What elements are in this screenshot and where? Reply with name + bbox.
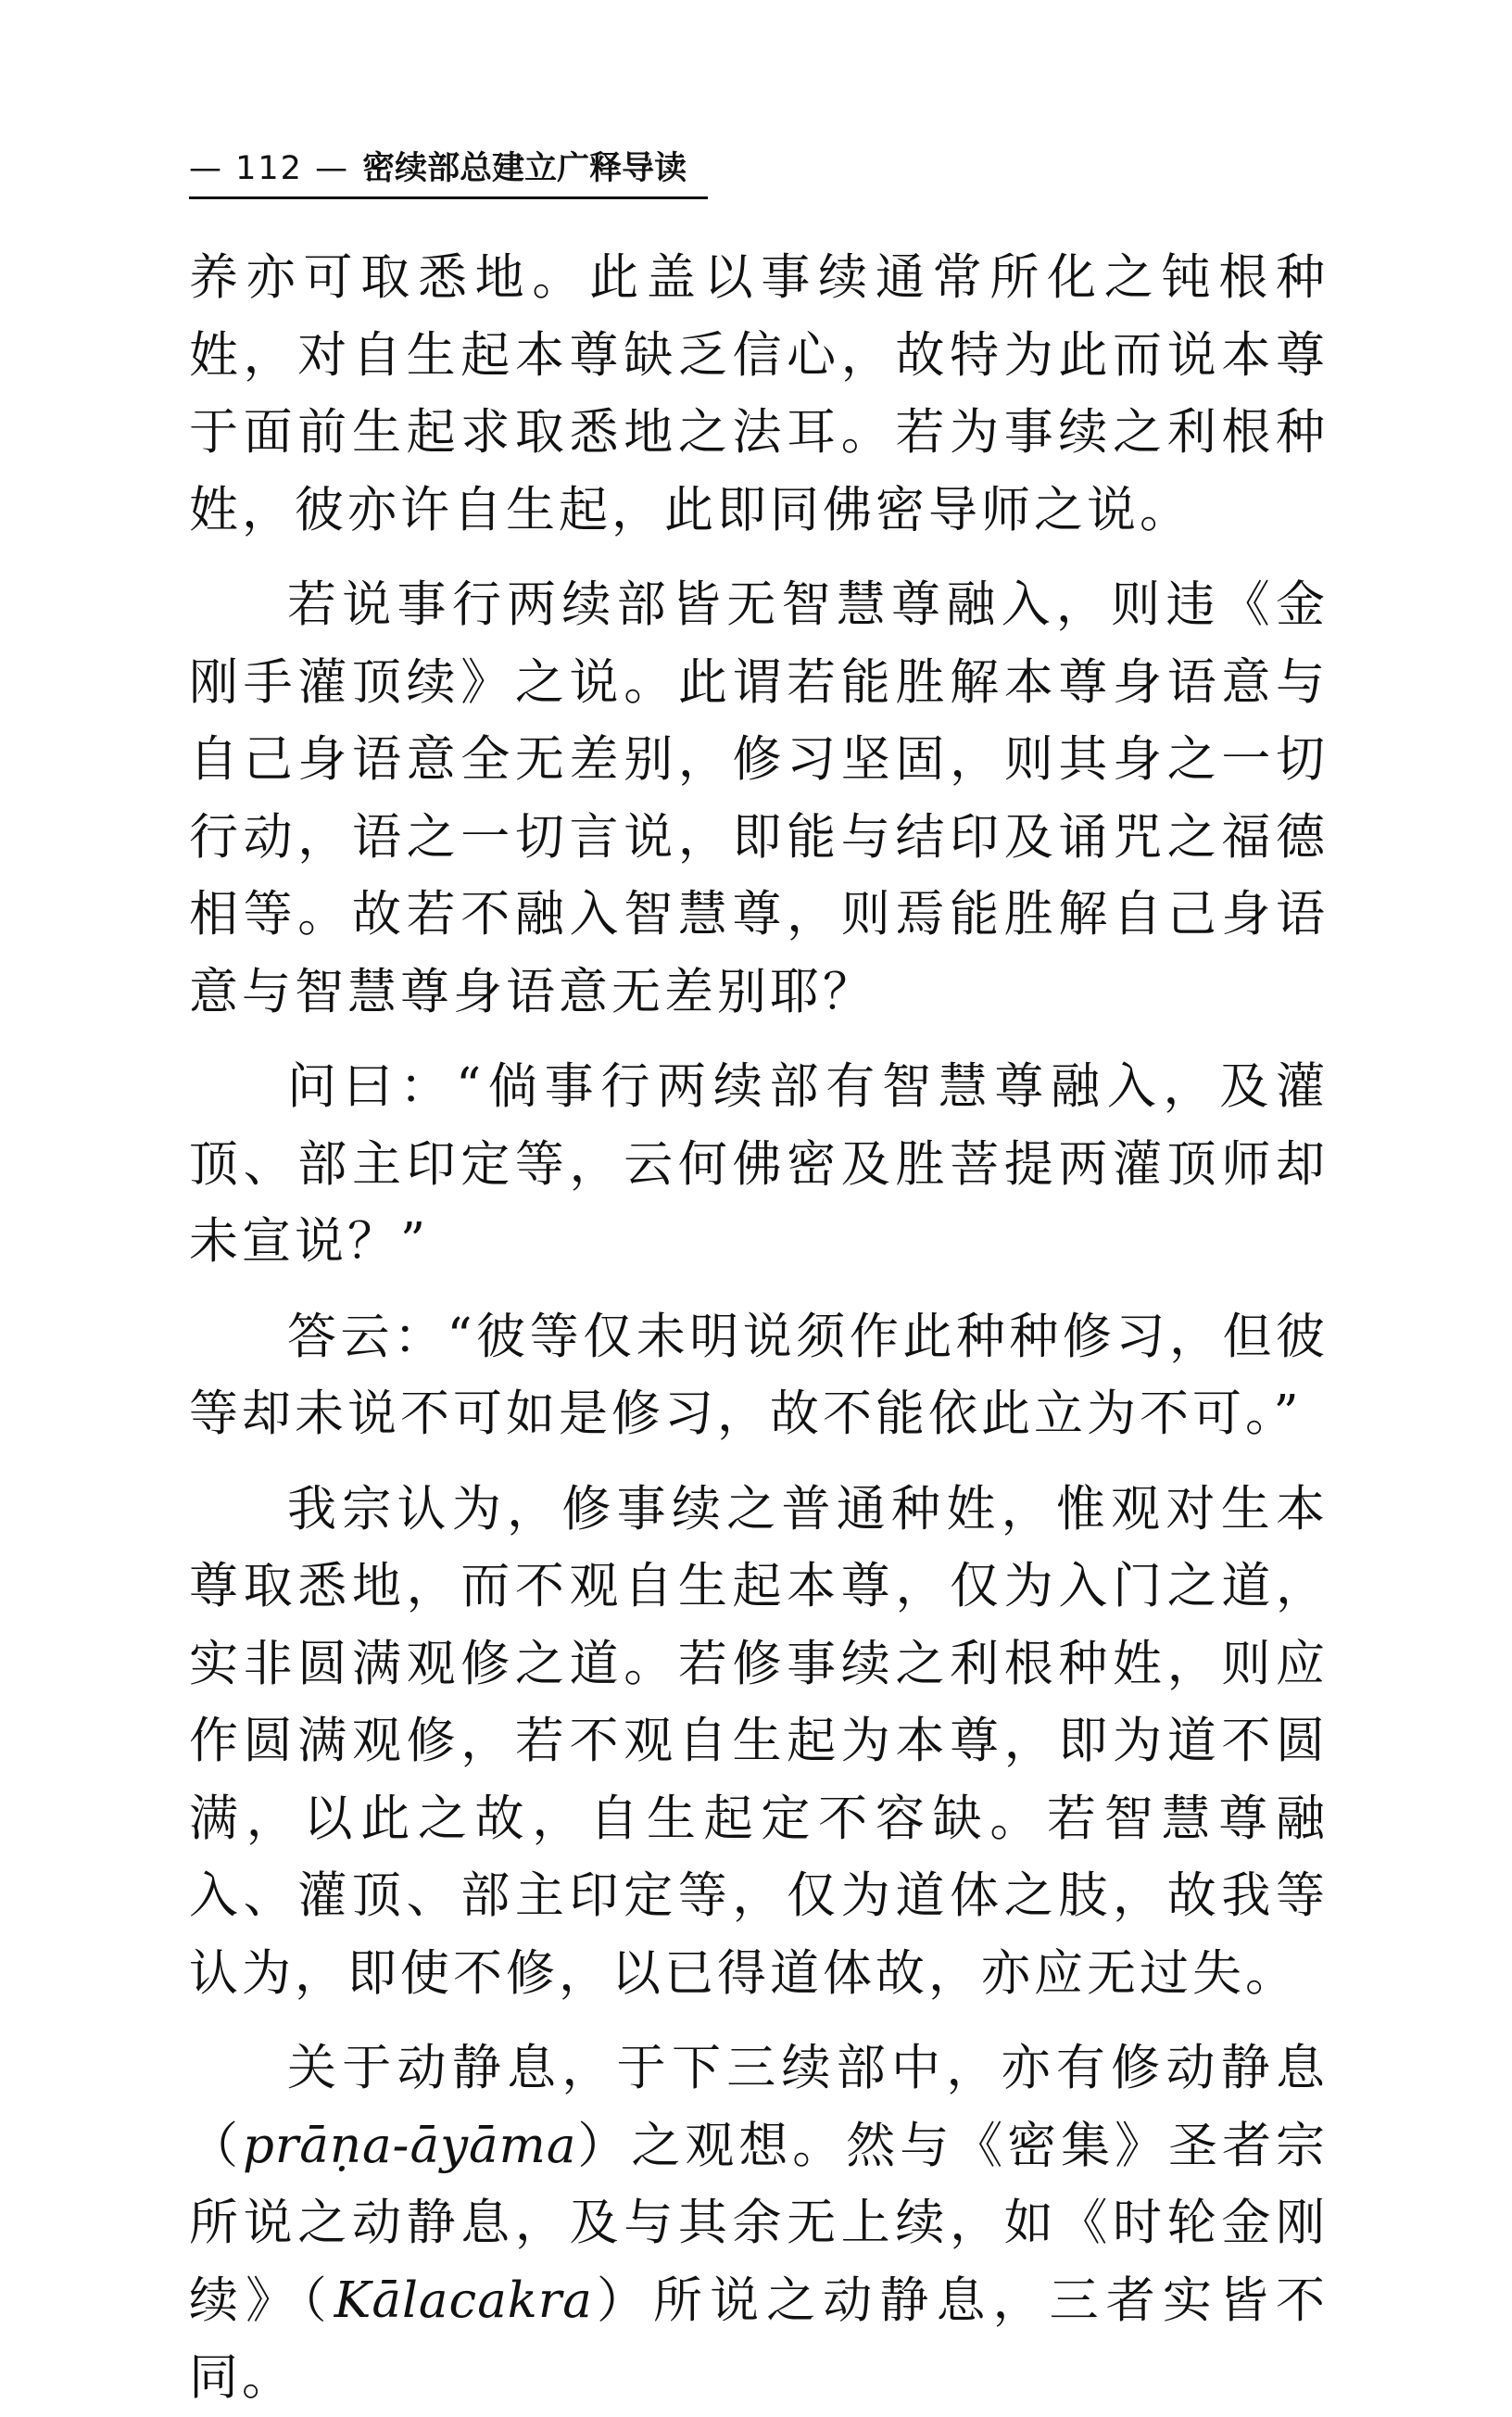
paragraph-part-1: 关于动静息，于下三续部中，亦有修动静息（ <box>189 2040 1329 2174</box>
sanskrit-term-prana-ayama: prāṇa-āyāma <box>242 2117 577 2174</box>
paragraph-part-3: ）所说之动静息，三者实皆不同。 <box>189 2271 1329 2406</box>
running-header <box>189 145 708 199</box>
paragraph-wisdom-being: 若说事行两续部皆无智慧尊融入，则违《金刚手灌顶续》之说。此谓若能胜解本尊身语意与自己身语意全无差别，修习坚固，则其身之一切行动，语之一切言说，即能与结印及诵咒之福德相等。故若不融入智慧尊，则焉能胜解自己身语意与智慧尊身语意无差别耶？ <box>189 576 1329 1020</box>
sanskrit-term-kalacakra: Kālacakra <box>334 2271 593 2329</box>
header-dash-left: — <box>189 150 223 187</box>
paragraph-continued: 养亦可取悉地。此盖以事续通常所化之钝根种姓，对自生起本尊缺乏信心，故特为此而说本尊于面前生起求取悉地之法耳。若为事续之利根种姓，彼亦许自生起，此即同佛密导师之说。 <box>189 249 1329 538</box>
paragraph-part-2: ）之观想。然与《密集》圣者宗所说之动静息，及与其余无上续，如《时轮金刚续》（ <box>189 2117 1329 2329</box>
paragraph-breath-control <box>189 2030 1329 2417</box>
paragraph-answer: 答云：“彼等仅未明说须作此种种修习，但彼等却未说不可如是修习，故不能依此立为不可。” <box>189 1308 1329 1442</box>
paragraph-our-view: 我宗认为，修事续之普通种姓，惟观对生本尊取悉地，而不观自生起本尊，仅为入门之道，实非圆满观修之道。若修事续之利根种姓，则应作圆满观修，若不观自生起为本尊，即为道不圆满，以此之故，自生起定不容缺。若智慧尊融入、灌顶、部主印定等，仅为道体之肢，故我等认为，即使不修，以已得道体故，亦应无过失。 <box>189 1480 1329 2002</box>
paragraph-question: 问曰：“倘事行两续部有智慧尊融入，及灌顶、部主印定等，云何佛密及胜菩提两灌顶师却未宣说？” <box>189 1058 1329 1270</box>
body-text <box>189 239 1329 2417</box>
header-dash-right: — <box>315 150 350 187</box>
book-title: 密续部总建立广释导读 <box>362 150 687 187</box>
page-number: 112 <box>235 150 303 187</box>
page-number-group <box>189 150 349 187</box>
